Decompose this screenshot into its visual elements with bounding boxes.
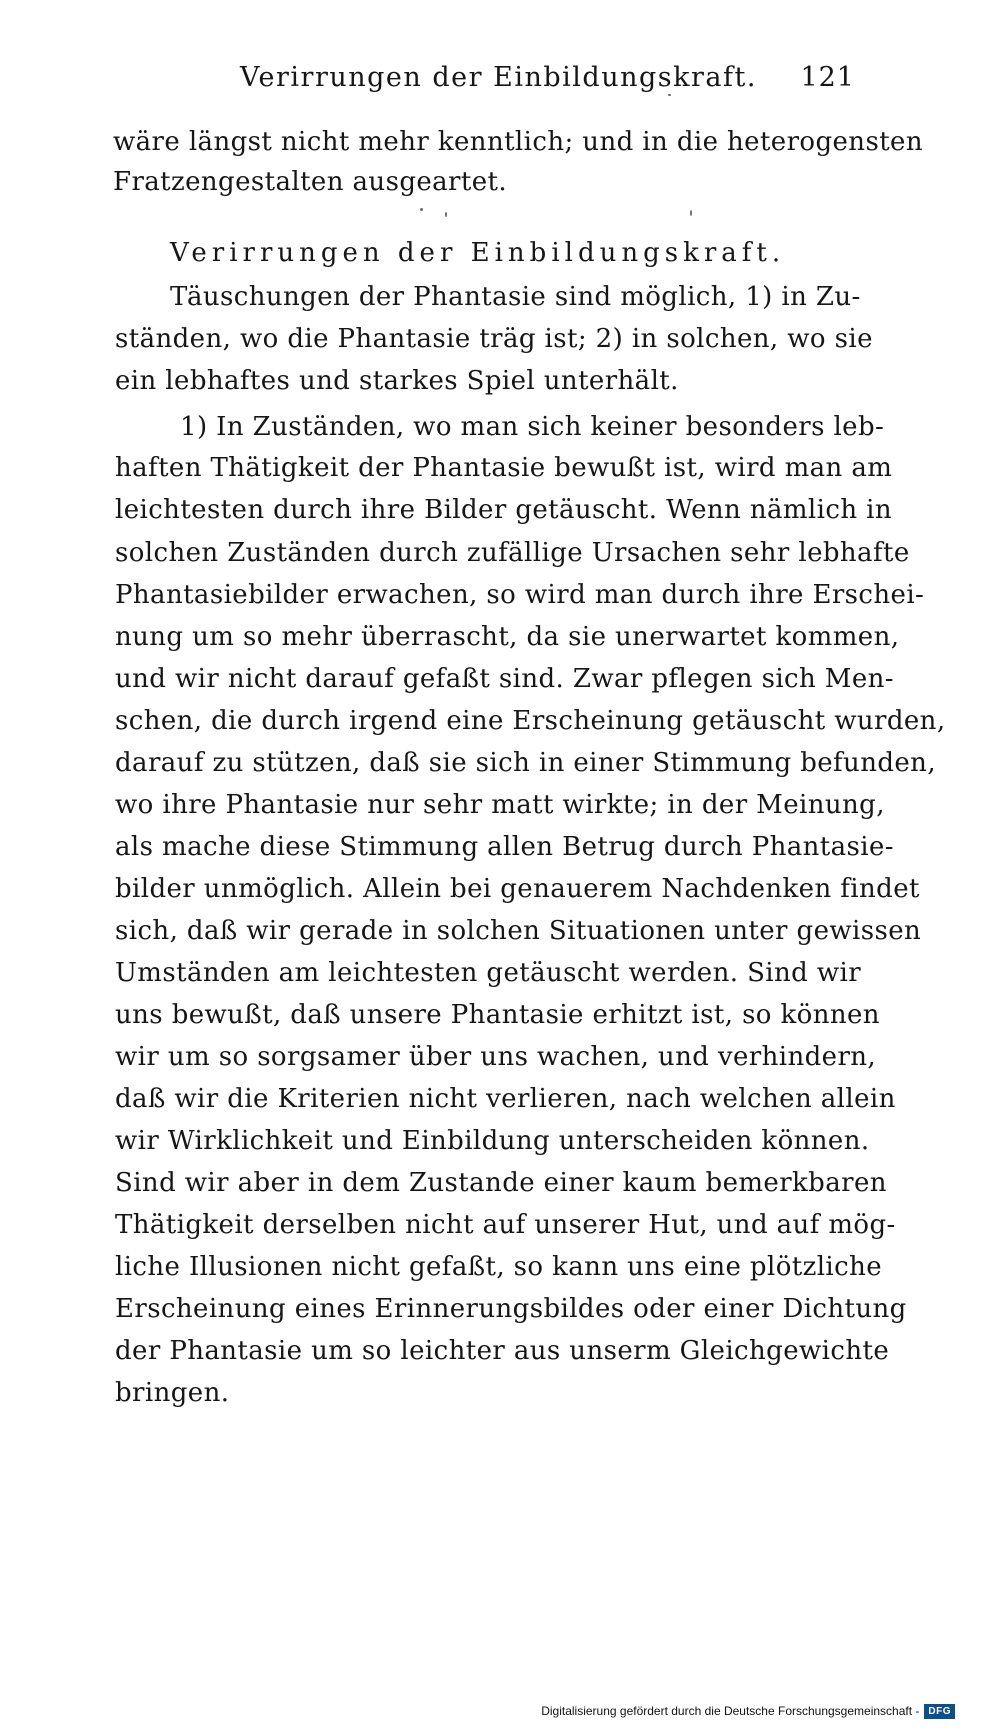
text-line: ständen, wo die Phantasie träg ist; 2) in solchen, wo sie (115, 324, 873, 354)
text-line: Thätigkeit derselben nicht auf unserer Hut, und auf mög- (115, 1210, 896, 1240)
text-line: daß wir die Kriterien nicht verlieren, nach welchen allein (115, 1084, 896, 1114)
text-line: bringen. (115, 1378, 230, 1408)
scan-speck (690, 210, 692, 216)
scan-speck (445, 212, 447, 217)
text-line: ein lebhaftes und starkes Spiel unterhält. (115, 366, 679, 396)
text-line: Erscheinung eines Erinnerungsbildes oder einer Dichtung (115, 1294, 907, 1324)
text-line: wir Wirklichkeit und Einbildung unterscheiden können. (115, 1126, 870, 1156)
text-line: liche Illusionen nicht gefaßt, so kann uns eine plötzliche (115, 1252, 883, 1282)
running-head: Verirrungen der Einbildungskraft. (240, 62, 757, 93)
text-line: haften Thätigkeit der Phantasie bewußt ist, wird man am (115, 453, 893, 483)
text-line: als mache diese Stimmung allen Betrug durch Phantasie- (115, 832, 894, 862)
text-line: nung um so mehr überrascht, da sie unerwartet kommen, (115, 622, 900, 652)
text-line: 1) In Zuständen, wo man sich keiner besonders leb- (180, 412, 885, 442)
scan-speck (668, 94, 671, 96)
text-line: wir um so sorgsamer über uns wachen, und verhindern, (115, 1042, 877, 1072)
text-line: wo ihre Phantasie nur sehr matt wirkte; in der Meinung, (115, 790, 885, 820)
text-line: darauf zu stützen, daß sie sich in einer Stimmung befunden, (115, 748, 936, 778)
text-line: Fratzengestalten ausgeartet. (113, 167, 508, 197)
footer-credit: Digitalisierung gefördert durch die Deutsche Forschungsgemeinschaft - (541, 1704, 920, 1718)
text-line: schen, die durch irgend eine Erscheinung getäuscht wurden, (115, 706, 946, 736)
page-number: 121 (800, 62, 855, 93)
text-line: leichtesten durch ihre Bilder getäuscht. Wenn nämlich in (115, 495, 892, 525)
section-heading: Verirrungen der Einbildungskraft. (170, 238, 786, 268)
text-line: Sind wir aber in dem Zustande einer kaum bemerkbaren (115, 1168, 887, 1198)
text-line: solchen Zuständen durch zufällige Ursachen sehr lebhafte (115, 538, 910, 568)
text-line: Phantasiebilder erwachen, so wird man durch ihre Erschei- (115, 580, 925, 610)
text-line: bilder unmöglich. Allein bei genauerem Nachdenken findet (115, 874, 920, 904)
text-line: wäre längst nicht mehr kenntlich; und in die heterogensten (113, 127, 923, 157)
text-line: der Phantasie um so leichter aus unserm Gleichgewichte (115, 1336, 890, 1366)
text-line: Täuschungen der Phantasie sind möglich, 1) in Zu- (170, 282, 861, 312)
text-line: Umständen am leichtesten getäuscht werden. Sind wir (115, 958, 862, 988)
text-line: sich, daß wir gerade in solchen Situationen unter gewissen (115, 916, 922, 946)
digitization-footer (541, 1701, 955, 1721)
page-header (240, 62, 855, 102)
scan-speck (420, 208, 423, 211)
text-line: und wir nicht darauf gefaßt sind. Zwar pflegen sich Men- (115, 664, 894, 694)
text-line: uns bewußt, daß unsere Phantasie erhitzt ist, so können (115, 1000, 880, 1030)
dfg-logo: DFG (924, 1704, 955, 1719)
